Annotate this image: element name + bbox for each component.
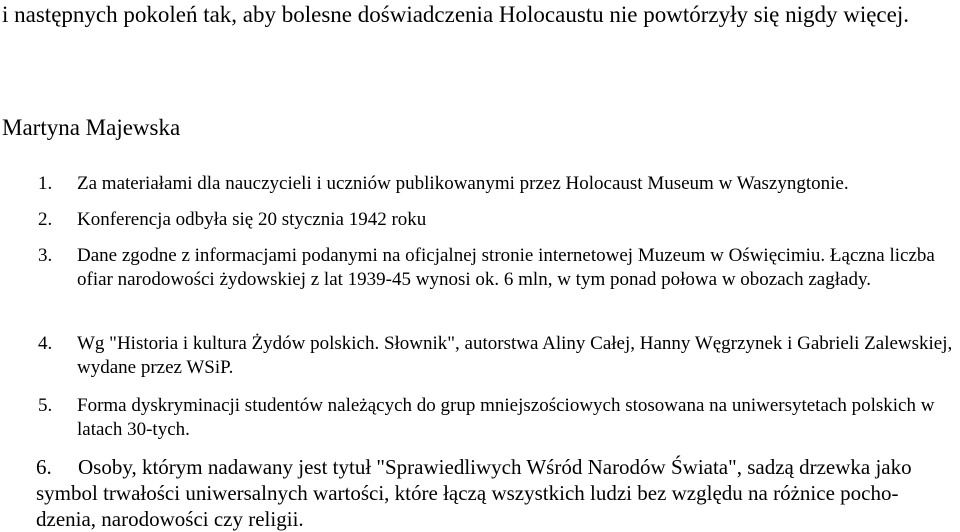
footnote-text: Za materiałami dla nauczycieli i uczniów publikowanymi przez Holocaust Museum w Waszyngtonie.: [77, 173, 849, 194]
intro-paragraph: i następnych pokoleń tak, aby bolesne doświadczenia Holocaustu nie powtórzyły się nigdy więcej.: [2, 2, 909, 27]
footnote-text: Osoby, którym nadawany jest tytuł "Sprawiedliwych Wśród Narodów Świata", sadzą drzewka jako: [78, 455, 912, 479]
footnote-number: 3.: [38, 245, 53, 266]
footnote-text-continuation: symbol trwałości uniwersalnych wartości, które łączą wszystkich ludzi bez względu na różnice pocho-: [36, 481, 899, 505]
author-name: Martyna Majewska: [2, 115, 181, 140]
footnote-text: Forma dyskryminacji studentów należących do grup mniejszościowych stosowana na uniwersytetach polskich w latach 30-tych.: [77, 395, 935, 440]
footnote-number: 5.: [38, 395, 53, 416]
footnote-number: 4.: [38, 333, 53, 354]
footnote-number: 1.: [38, 173, 53, 194]
footnote-number: 6.: [36, 455, 52, 479]
footnote-text: Dane zgodne z informacjami podanymi na oficjalnej stronie internetowej Muzeum w Oświęcimiu. Łączna liczba ofiar narodowości żydowskiej z lat 1939-45 wynosi ok. 6 mln, w tym ponad połowa w obozach zagłady.: [77, 245, 935, 290]
footnote-text-continuation: dzenia, narodowości czy religii.: [36, 507, 304, 531]
footnote-text: Konferencja odbyła się 20 stycznia 1942 roku: [77, 209, 427, 230]
footnote-text: Wg "Historia i kultura Żydów polskich. Słownik", autorstwa Aliny Całej, Hanny Węgrzynek i Gabrieli Zalewskiej, wydane przez WSiP.: [77, 333, 953, 378]
footnote-number: 2.: [38, 209, 53, 230]
